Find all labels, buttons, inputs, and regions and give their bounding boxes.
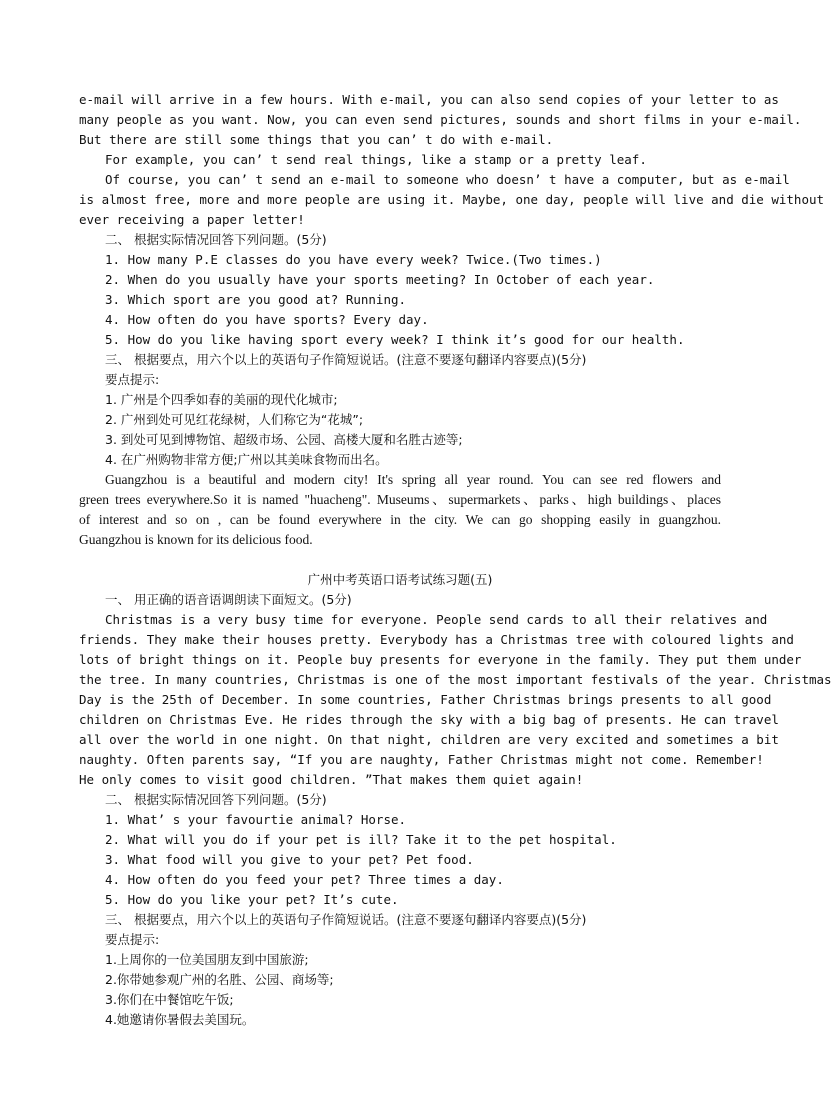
- paragraph-line: Of course, you can’ t send an e-mail to someone who doesn’ t have a computer, but as e-mail: [105, 172, 790, 187]
- qa-item: 1. How many P.E classes do you have every week? Twice.(Two times.): [105, 252, 602, 267]
- tips-label: 要点提示:: [105, 372, 160, 387]
- qa-item: 5. How do you like your pet? It’s cute.: [105, 892, 399, 907]
- tip-item: 4.她邀请你暑假去美国玩。: [105, 1012, 255, 1027]
- answer-line: Guangzhou is known for its delicious food.: [79, 532, 313, 547]
- section-heading: 二、 根据实际情况回答下列问题。(5分): [105, 792, 327, 807]
- paragraph-line: is almost free, more and more people are using it. Maybe, one day, people will live and die without: [79, 192, 825, 207]
- tip-item: 1. 广州是个四季如春的美丽的现代化城市;: [105, 392, 338, 407]
- passage-line: naughty. Often parents say, “If you are naughty, Father Christmas might not come. Remember!: [79, 752, 764, 767]
- tip-item: 3.你们在中餐馆吃午饭;: [105, 992, 234, 1007]
- qa-item: 3. Which sport are you good at? Running.: [105, 292, 407, 307]
- spacer: [79, 550, 721, 570]
- qa-item: 2. When do you usually have your sports meeting? In October of each year.: [105, 272, 655, 287]
- passage-line: friends. They make their houses pretty. Everybody has a Christmas tree with coloured lights and: [79, 632, 794, 647]
- paragraph-line: many people as you want. Now, you can even send pictures, sounds and short films in your e-mail.: [79, 112, 802, 127]
- answer-line: of interest and so on , can be found everywhere in the city. We can go shopping easily in guangzhou.: [79, 512, 721, 527]
- paragraph-line: ever receiving a paper letter!: [79, 212, 305, 227]
- qa-item: 1. What’ s your favourtie animal? Horse.: [105, 812, 407, 827]
- page-title: 广州中考英语口语考试练习题(五): [307, 572, 493, 587]
- passage-line: lots of bright things on it. People buy presents for everyone in the family. They put them under: [79, 652, 802, 667]
- passage-line: He only comes to visit good children. ”That makes them quiet again!: [79, 772, 584, 787]
- tip-item: 2. 广州到处可见红花绿树，人们称它为“花城”;: [105, 412, 364, 427]
- tip-item: 3. 到处可见到博物馆、超级市场、公园、高楼大厦和名胜古迹等;: [105, 432, 463, 447]
- passage-line: all over the world in one night. On that night, children are very excited and sometimes a bit: [79, 732, 779, 747]
- passage-line: Day is the 25th of December. In some countries, Father Christmas brings presents to all good: [79, 692, 772, 707]
- tip-item: 4. 在广州购物非常方便;广州以其美味食物而出名。: [105, 452, 388, 467]
- qa-item: 3. What food will you give to your pet? Pet food.: [105, 852, 474, 867]
- tip-item: 2.你带她参观广州的名胜、公园、商场等;: [105, 972, 334, 987]
- document-page: [79, 90, 832, 1030]
- paragraph-line: But there are still some things that you can’ t do with e-mail.: [79, 132, 554, 147]
- section-heading: 二、 根据实际情况回答下列问题。(5分): [105, 232, 327, 247]
- passage-line: the tree. In many countries, Christmas is one of the most important festivals of the year. Christmas: [79, 672, 832, 687]
- paragraph-line: For example, you can’ t send real things, like a stamp or a pretty leaf.: [105, 152, 647, 167]
- answer-line: green trees everywhere.So it is named "huacheng". Museums、supermarkets、parks、high buildings、places: [79, 492, 721, 507]
- tip-item: 1.上周你的一位美国朋友到中国旅游;: [105, 952, 309, 967]
- qa-item: 4. How often do you feed your pet? Three times a day.: [105, 872, 504, 887]
- passage-line: children on Christmas Eve. He rides through the sky with a big bag of presents. He can travel: [79, 712, 779, 727]
- section-heading: 三、 根据要点，用六个以上的英语句子作简短说话。(注意不要逐句翻译内容要点)(5分): [105, 912, 587, 927]
- paragraph-line: e-mail will arrive in a few hours. With e-mail, you can also send copies of your letter to as: [79, 92, 779, 107]
- qa-item: 4. How often do you have sports? Every day.: [105, 312, 429, 327]
- section-heading: 一、 用正确的语音语调朗读下面短文。(5分): [105, 592, 352, 607]
- passage-line: Christmas is a very busy time for everyone. People send cards to all their relatives and: [105, 612, 768, 627]
- tips-label: 要点提示:: [105, 932, 160, 947]
- qa-item: 5. How do you like having sport every week? I think it’s good for our health.: [105, 332, 685, 347]
- qa-item: 2. What will you do if your pet is ill? Take it to the pet hospital.: [105, 832, 617, 847]
- section-heading: 三、 根据要点，用六个以上的英语句子作简短说话。(注意不要逐句翻译内容要点)(5分): [105, 352, 587, 367]
- answer-line: Guangzhou is a beautiful and modern city! It's spring all year round. You can see red flowers and: [105, 472, 721, 487]
